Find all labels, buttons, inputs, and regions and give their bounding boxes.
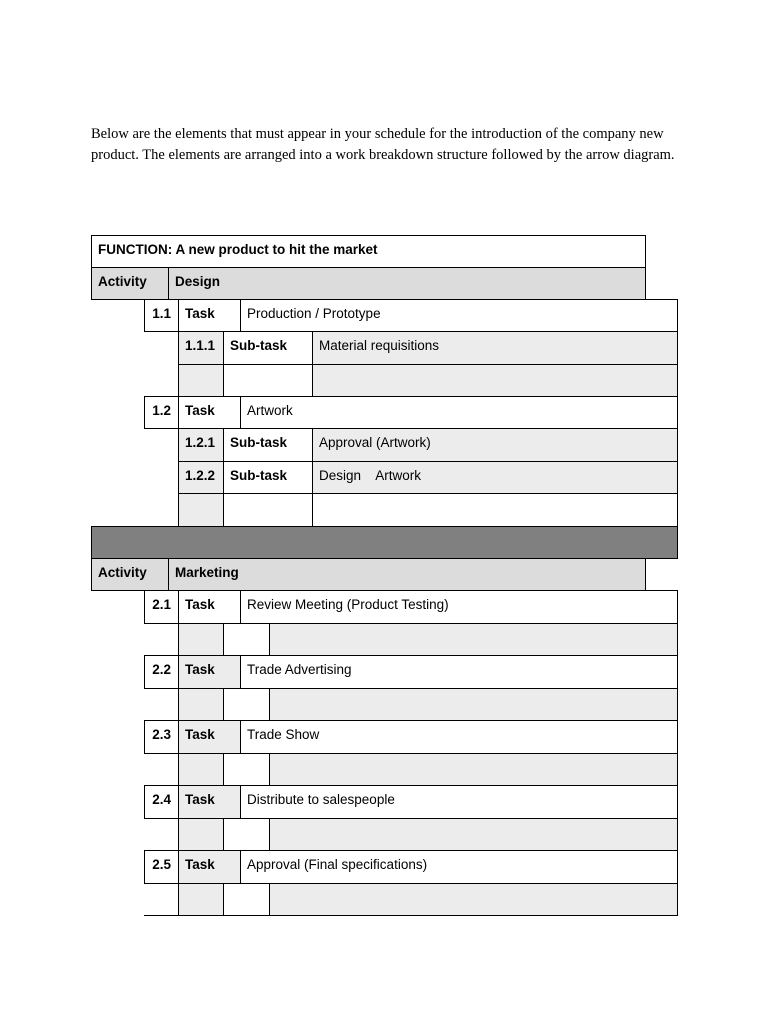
section-separator <box>91 526 678 559</box>
task-label: Task <box>178 396 241 429</box>
task-name: Trade Advertising <box>240 655 678 689</box>
empty-cell <box>223 364 313 397</box>
task-name: Trade Show <box>240 720 678 754</box>
empty-cell <box>223 753 270 786</box>
activity-name-design: Design <box>168 267 646 300</box>
empty-cell <box>269 688 678 721</box>
task-name: Approval (Final specifications) <box>240 850 678 884</box>
activity-name-marketing: Marketing <box>168 558 646 591</box>
empty-cell <box>312 493 678 527</box>
function-title: FUNCTION: A new product to hit the market <box>91 235 646 268</box>
empty-cell <box>178 883 224 916</box>
empty-cell <box>223 493 313 527</box>
task-label: Task <box>178 590 241 624</box>
empty-cell <box>269 818 678 851</box>
task-number: 2.4 <box>144 785 179 819</box>
subtask-name: Approval (Artwork) <box>312 428 678 462</box>
empty-cell <box>223 818 270 851</box>
subtask-number: 1.2.2 <box>178 461 224 494</box>
empty-cell <box>178 623 224 656</box>
task-number: 1.2 <box>144 396 179 429</box>
task-label: Task <box>178 720 241 754</box>
subtask-label: Sub-task <box>223 428 313 462</box>
activity-label: Activity <box>91 558 169 591</box>
task-name: Production / Prototype <box>240 299 678 332</box>
task-number: 1.1 <box>144 299 179 332</box>
subtask-number: 1.2.1 <box>178 428 224 462</box>
empty-cell <box>312 364 678 397</box>
empty-cell <box>178 753 224 786</box>
empty-cell <box>223 688 270 721</box>
task-number: 2.1 <box>144 590 179 624</box>
empty-cell <box>178 364 224 397</box>
empty-cell <box>178 688 224 721</box>
empty-cell <box>178 818 224 851</box>
empty-cell <box>223 623 270 656</box>
task-label: Task <box>178 785 241 819</box>
intro-paragraph: Below are the elements that must appear in your schedule for the introduction of the company new product. The elements are arranged into a work breakdown structure followed by the arrow diagram. <box>91 126 675 163</box>
activity-label: Activity <box>91 267 169 300</box>
task-number: 2.5 <box>144 850 179 884</box>
task-label: Task <box>178 655 241 689</box>
empty-cell <box>178 493 224 527</box>
empty-cell <box>269 753 678 786</box>
task-number: 2.2 <box>144 655 179 689</box>
task-name: Review Meeting (Product Testing) <box>240 590 678 624</box>
empty-cell <box>269 883 678 916</box>
empty-cell <box>223 883 270 916</box>
task-name: Artwork <box>240 396 678 429</box>
empty-cell <box>269 623 678 656</box>
table-bottom-rule <box>144 915 179 916</box>
task-label: Task <box>178 299 241 332</box>
subtask-label: Sub-task <box>223 461 313 494</box>
task-label: Task <box>178 850 241 884</box>
task-name: Distribute to salespeople <box>240 785 678 819</box>
subtask-label: Sub-task <box>223 331 313 365</box>
subtask-name: Material requisitions <box>312 331 678 365</box>
subtask-name: Design Artwork <box>312 461 678 494</box>
subtask-number: 1.1.1 <box>178 331 224 365</box>
task-number: 2.3 <box>144 720 179 754</box>
